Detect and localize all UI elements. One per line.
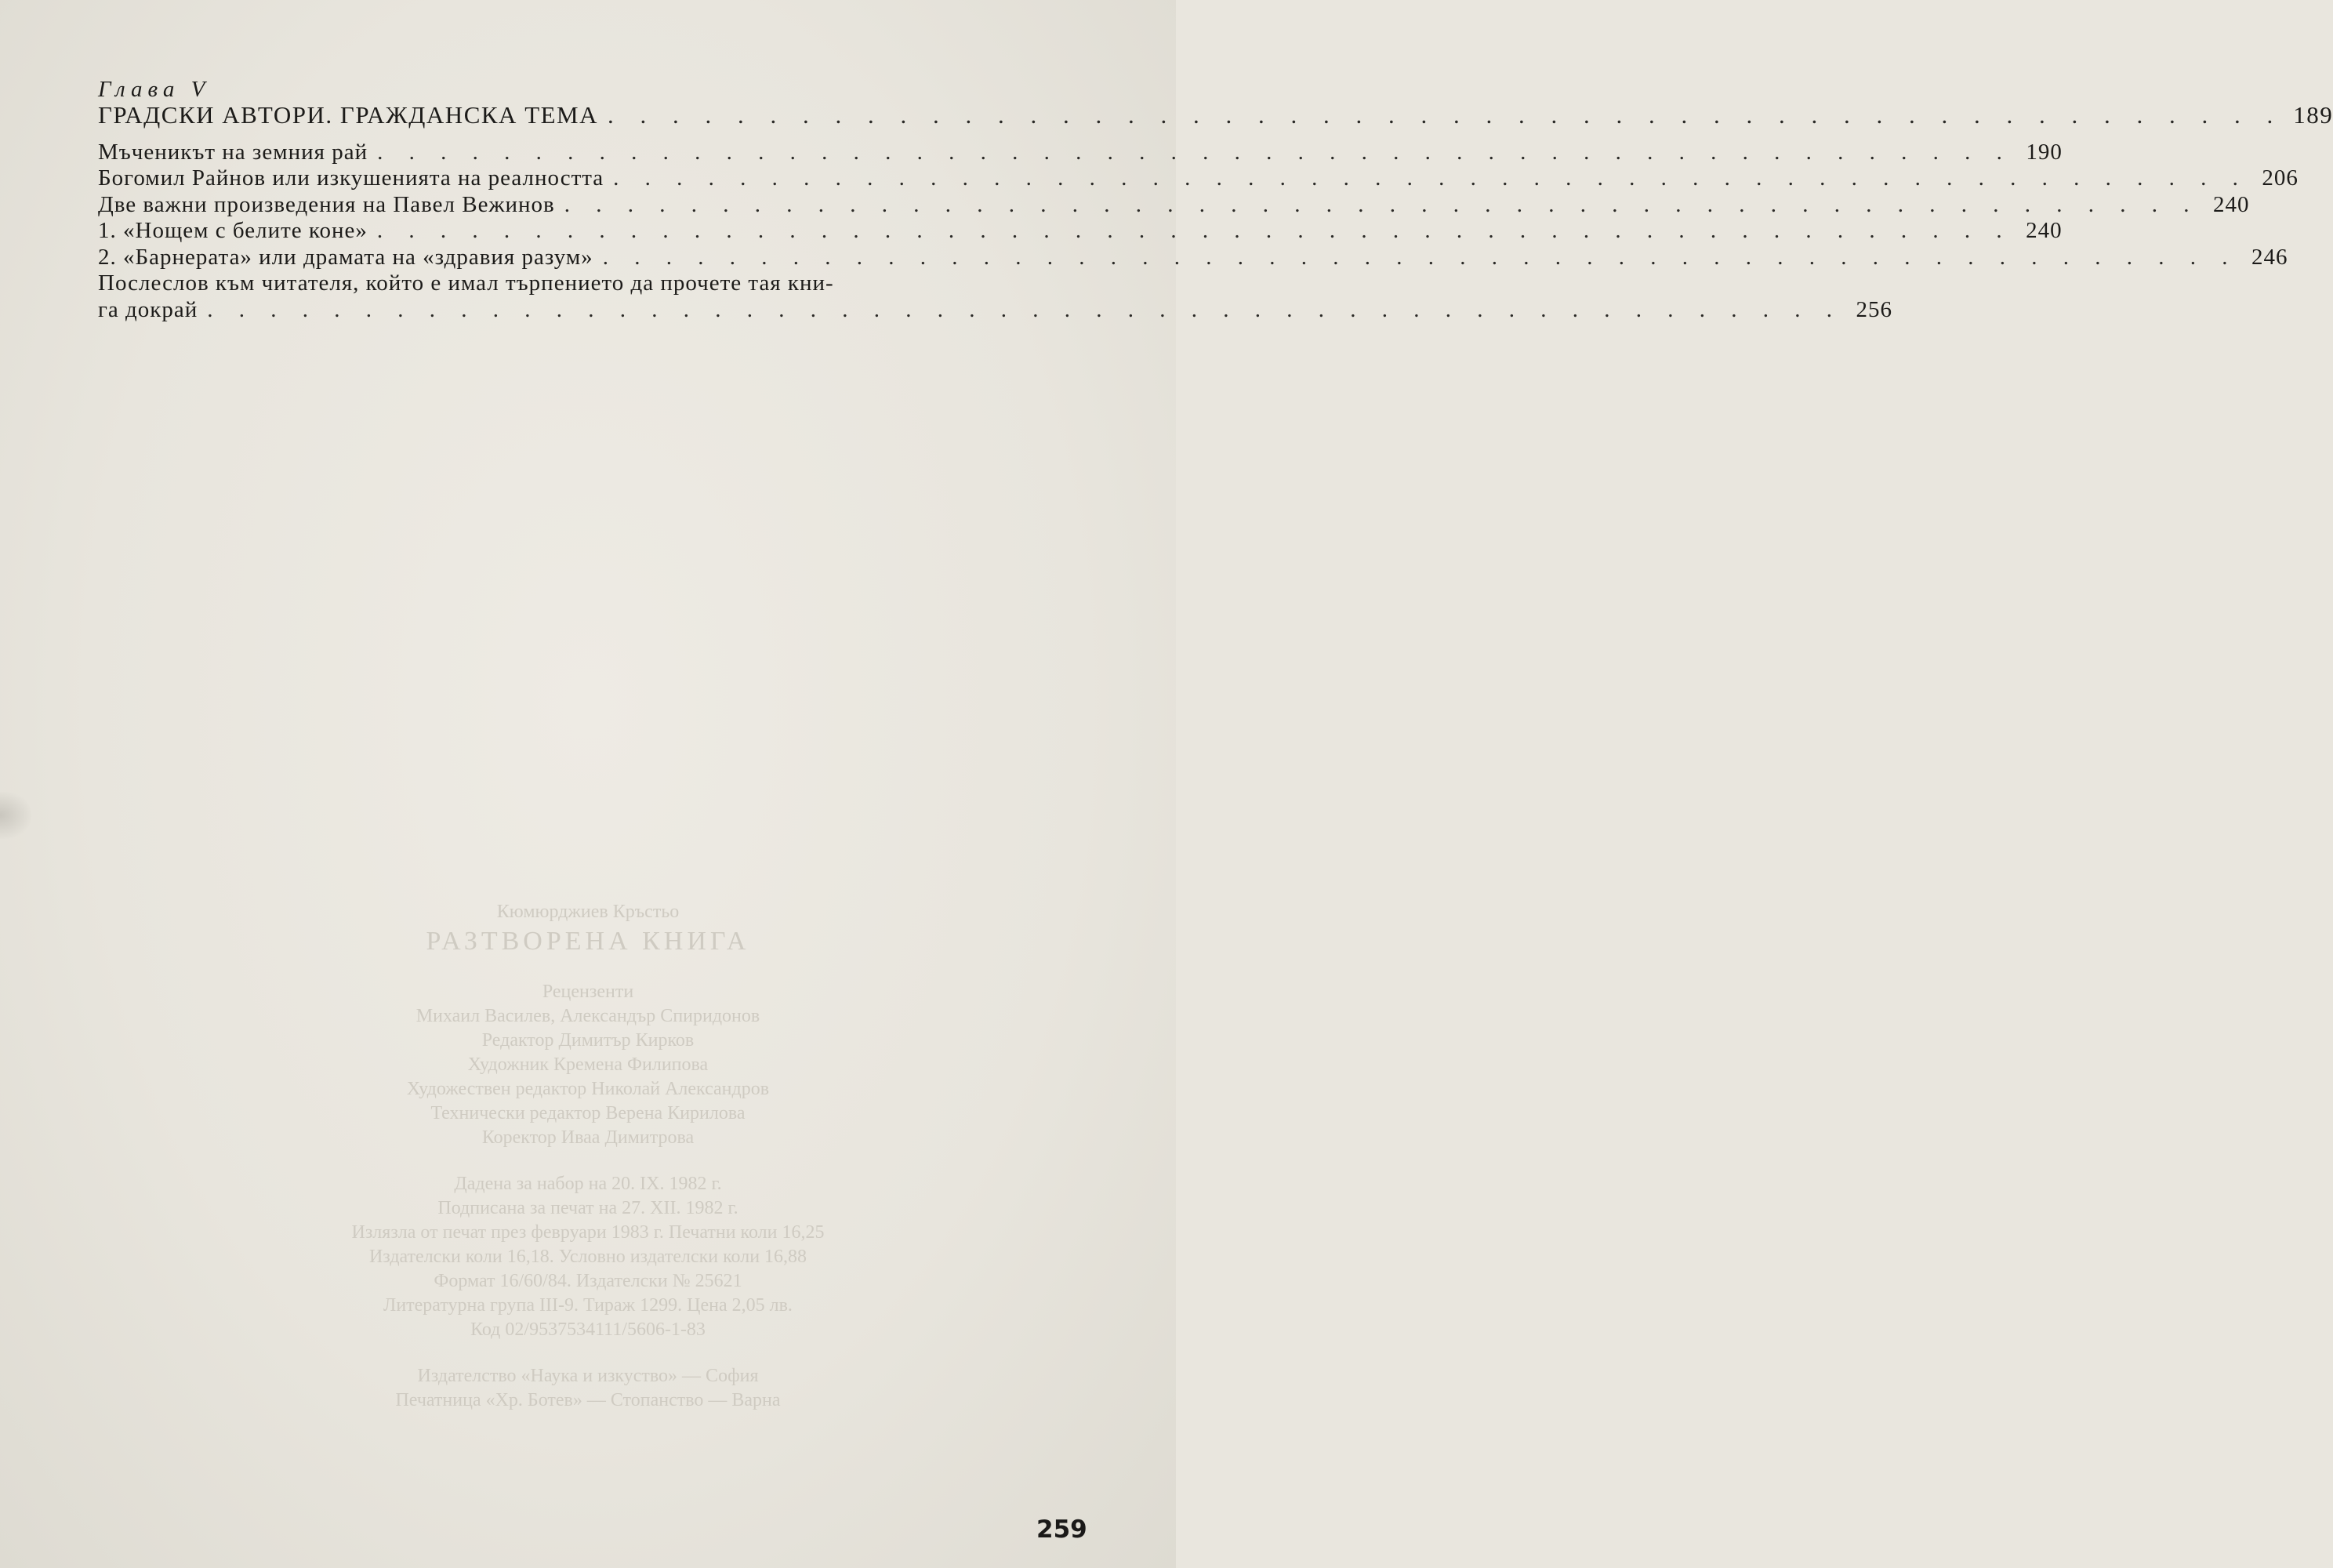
leader-dots: . . . . . . . . . . . . . . . . . . . . . . . . . . . . . . . . . . . . . . . . . . . . . . . . . . . . [602, 244, 2238, 270]
imprint-line: Литературна група III-9. Тираж 1299. Цена 2,05 лв. [383, 1295, 793, 1316]
toc-entry [98, 165, 2299, 192]
entry-title: Две важни произведения на Павел Вежинов [98, 191, 555, 217]
toc-section-heading [98, 101, 2333, 129]
leader-dots: . . . . . . . . . . . . . . . . . . . . . . . . . . . . . . . . . . . . . . . . . . . . . . . . . . . . [207, 296, 1843, 322]
page-number: 259 [1036, 1515, 1087, 1544]
leader-dots: . . . . . . . . . . . . . . . . . . . . . . . . . . . . . . . . . . . . . . . . . . . . . . . . . . . . [377, 139, 2012, 165]
entry-title: 2. «Барнерата» или драмата на «здравия разум» [98, 244, 593, 270]
section-title: ГРАДСКИ АВТОРИ. ГРАЖДАНСКА ТЕМА [98, 101, 599, 129]
imprint-line: Издателство «Наука и изкуство» — София [417, 1366, 759, 1386]
toc-entry [98, 244, 2288, 271]
imprint-line: Коректор Иваа Димитрова [481, 1127, 695, 1148]
imprint-line: Формат 16/60/84. Издателски № 25621 [434, 1271, 742, 1291]
leader-dots: . . . . . . . . . . . . . . . . . . . . . . . . . . . . . . . . . . . . . . . . . . . . . . . . . . . . [608, 101, 2284, 129]
imprint-title: РАЗТВОРЕНА КНИГА [426, 927, 750, 956]
imprint-line: Издателски коли 16,18. Условно издателски коли 16,88 [368, 1247, 807, 1267]
imprint-show-through [259, 900, 917, 1413]
page-ref: 240 [2026, 218, 2063, 243]
page-ref: 190 [2026, 139, 2063, 165]
chapter-label: Глава V [98, 77, 211, 102]
entry-title: Богомил Райнов или изкушенията на реалността [98, 165, 604, 191]
page-ref: 189 [2293, 101, 2333, 129]
toc-entry [98, 296, 1893, 324]
imprint-line: Михаил Василев, Александър Спиридонов [415, 1006, 760, 1026]
imprint-author: Кюмюрджиев Кръстьо [496, 902, 680, 922]
imprint-line: Редактор Димитър Кирков [481, 1030, 695, 1051]
page-ref: 240 [2213, 191, 2250, 217]
leader-dots: . . . . . . . . . . . . . . . . . . . . . . . . . . . . . . . . . . . . . . . . . . . . . . . . . . . . [613, 165, 2248, 191]
table-of-contents [98, 77, 2333, 323]
imprint-line: Дадена за набор на 20. IX. 1982 г. [454, 1174, 722, 1194]
imprint-line: Печатница «Хр. Ботев» — Стопанство — Варна [395, 1390, 781, 1410]
imprint-line: Излязла от печат през февруари 1983 г. Печатни коли 16,25 [351, 1222, 825, 1243]
leader-dots: . . . . . . . . . . . . . . . . . . . . . . . . . . . . . . . . . . . . . . . . . . . . . . . . . . . . [376, 218, 2012, 243]
page-ref: 256 [1856, 296, 1893, 322]
imprint-line: Художник Кремена Филипова [467, 1054, 709, 1075]
imprint-reviewers-heading: Рецензенти [542, 982, 634, 1002]
toc-entry [98, 139, 2063, 166]
toc-entry [98, 218, 2063, 245]
imprint-line: Технически редактор Верена Кирилова [430, 1103, 746, 1123]
page-stain [0, 792, 31, 839]
entry-title: 1. «Нощем с белите коне» [98, 218, 368, 243]
entry-title-line2: га докрай [98, 296, 198, 322]
page-ref: 206 [2262, 165, 2299, 191]
imprint-line: Подписана за печат на 27. XII. 1982 г. [437, 1198, 738, 1218]
toc-entry [98, 191, 2250, 219]
entry-title: Мъченикът на земния рай [98, 139, 368, 165]
entry-title-line1: Послеслов към читателя, който е имал търпението да прочете тая кни- [98, 270, 834, 296]
imprint-line: Художествен редактор Николай Александров [406, 1079, 770, 1099]
page-ref: 246 [2251, 244, 2288, 270]
imprint-line: Код 02/9537534111/5606-1-83 [470, 1319, 706, 1340]
leader-dots: . . . . . . . . . . . . . . . . . . . . . . . . . . . . . . . . . . . . . . . . . . . . . . . . . . . . [564, 191, 2200, 217]
